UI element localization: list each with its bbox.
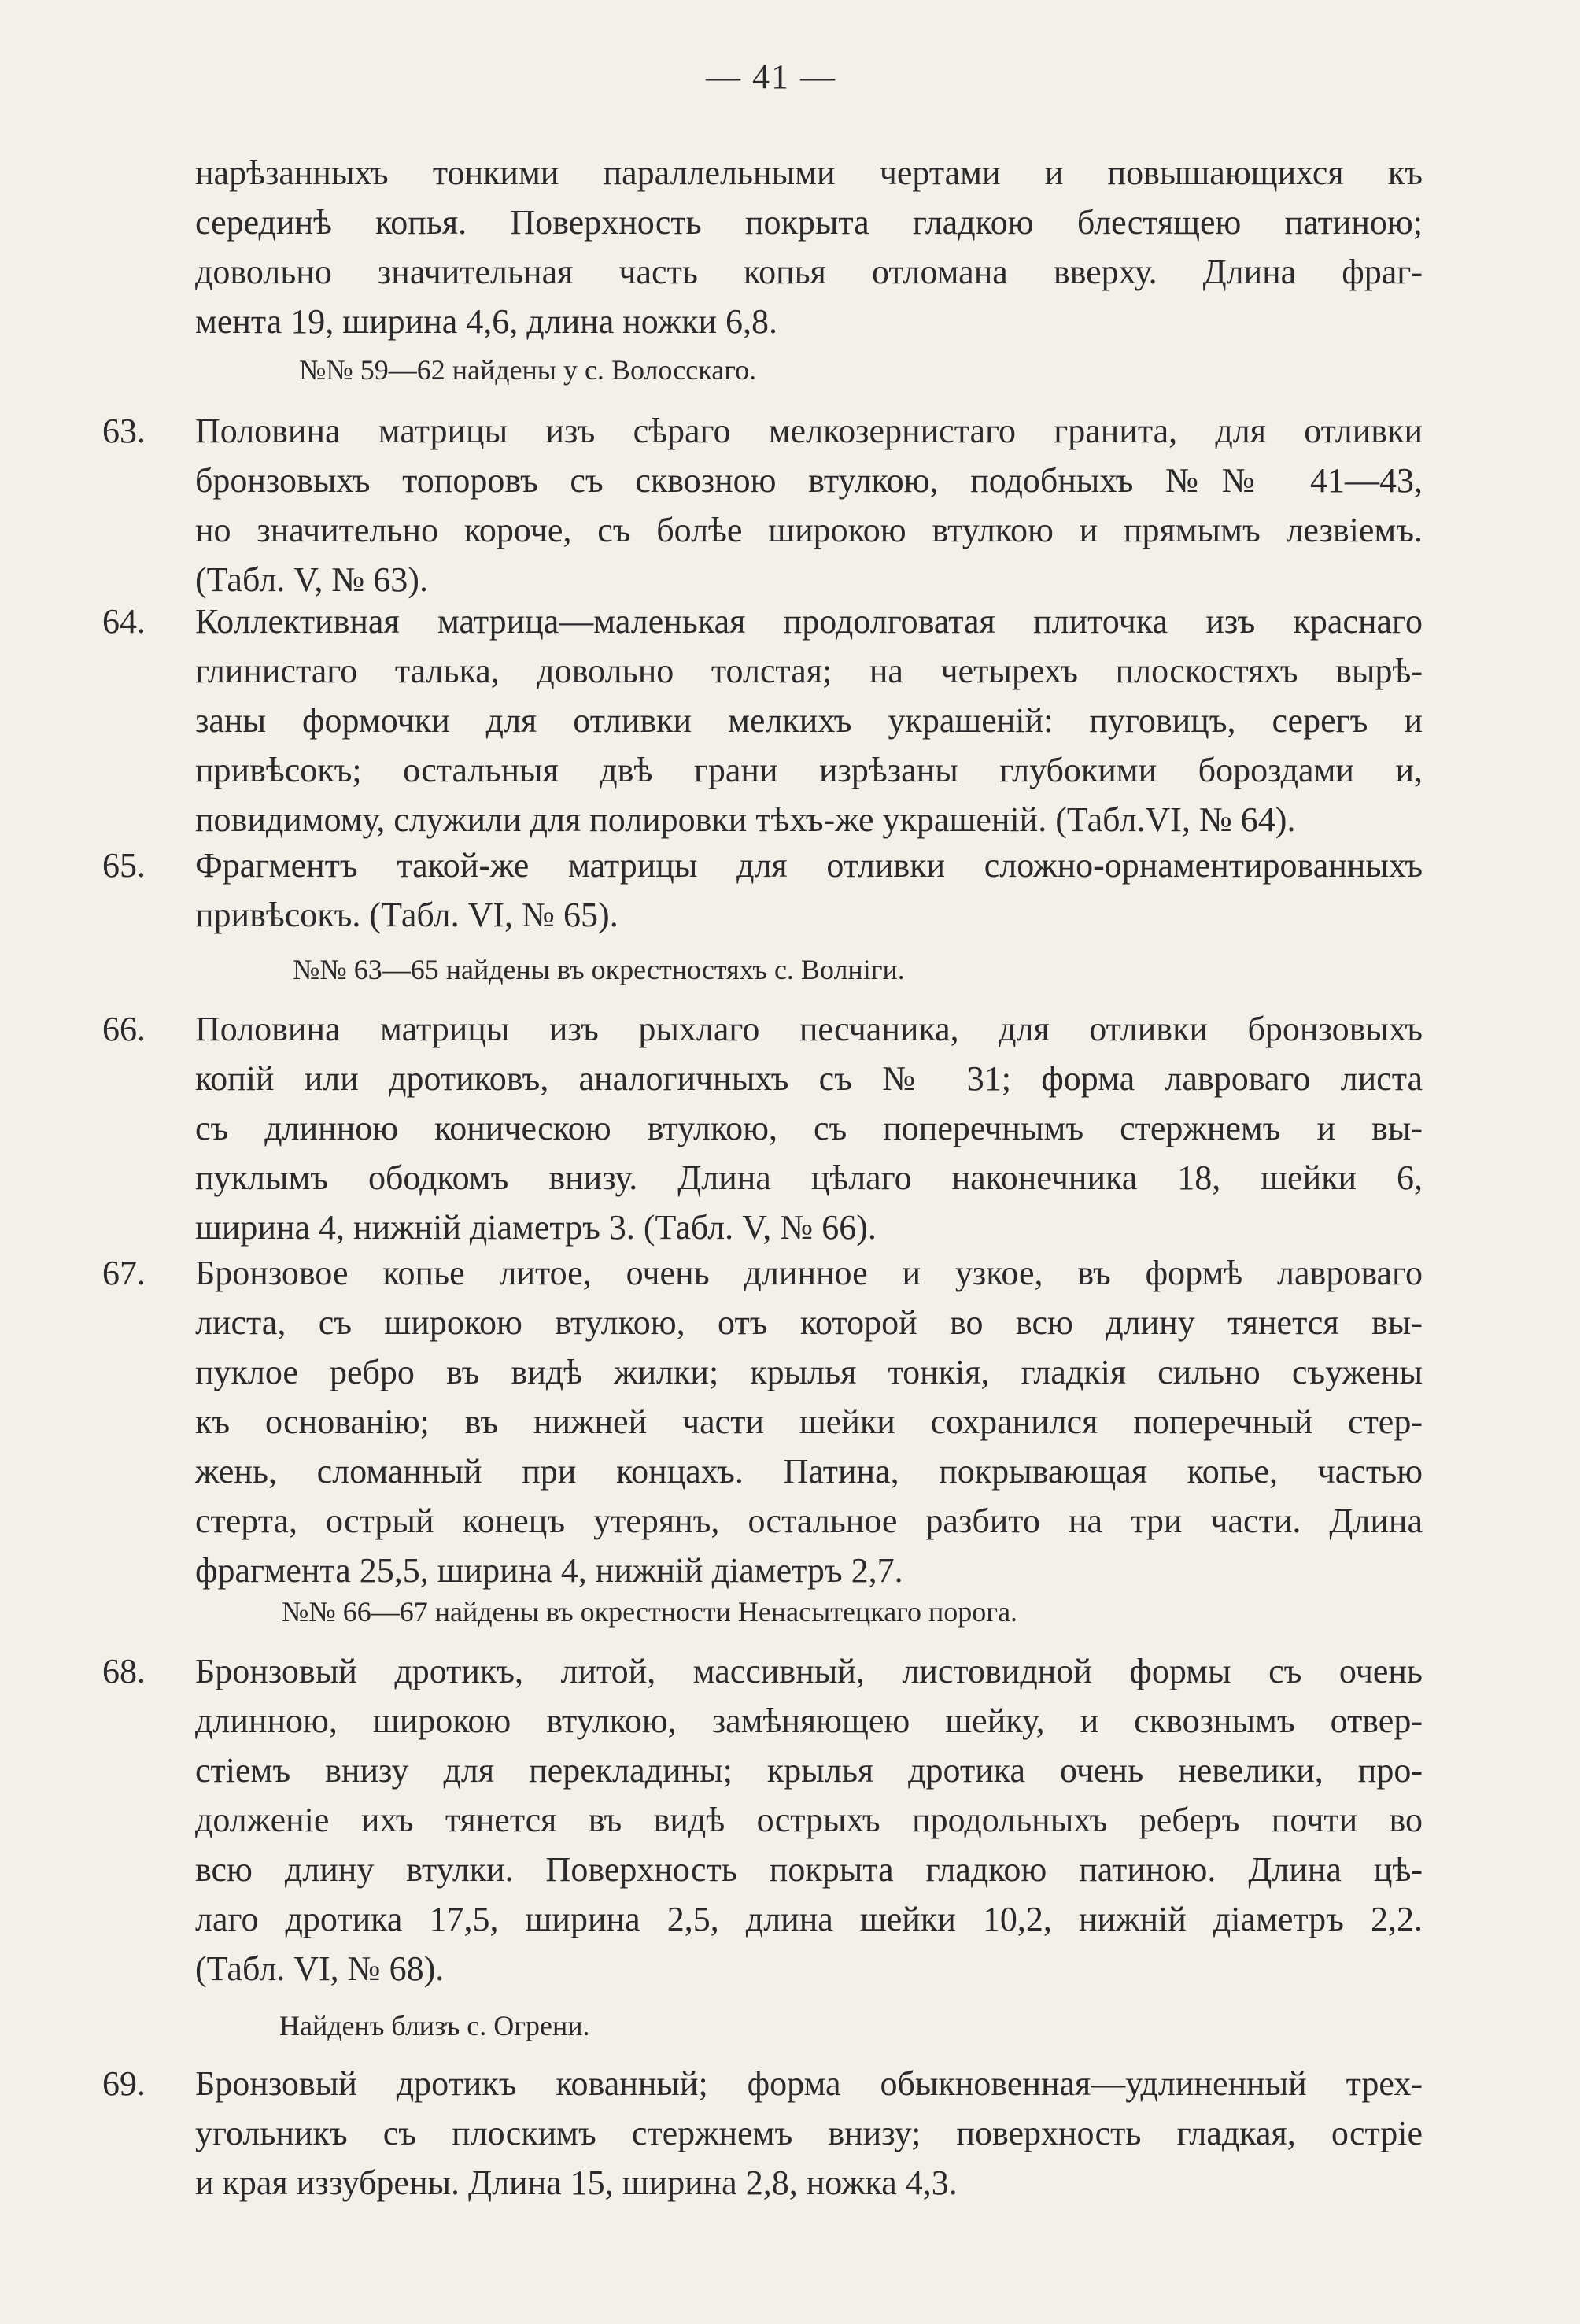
text-line: Половина матрицы изъ сѣраго мелкозернистаго гранита, для отливки	[195, 412, 1423, 450]
text-line: Бронзовый дротикъ, литой, массивный, листовидной формы съ очень	[195, 1652, 1423, 1690]
text-line: нарѣзанныхъ тонкими параллельными чертами и повышающихся къ	[195, 153, 1423, 192]
text-line: мента 19, ширина 4,6, длина ножки 6,8.	[195, 302, 778, 341]
text-line: пуклымъ ободкомъ внизу. Длина цѣлаго наконечника 18, шейки 6,	[195, 1158, 1423, 1197]
text-line: Половина матрицы изъ рыхлаго песчаника, для отливки бронзовыхъ	[195, 1010, 1423, 1048]
text-line: бронзовыхъ топоровъ съ сквозною втулкою, подобныхъ №№ 41—43,	[195, 461, 1423, 500]
text-line: Бронзовое копье литое, очень длинное и узкое, въ формѣ лавроваго	[195, 1254, 1423, 1292]
entry-number: 63.	[102, 412, 146, 450]
entry-number: 68.	[102, 1652, 146, 1690]
provenance-note: №№ 63—65 найдены въ окрестностяхъ с. Волнiги.	[293, 954, 905, 985]
continuation-text	[195, 148, 1423, 346]
text-line: къ основанiю; въ нижней части шейки сохранился поперечный стер-	[195, 1402, 1423, 1441]
entry-text	[195, 597, 1423, 844]
text-line: привѣсокъ. (Табл. VI, № 65).	[195, 896, 618, 934]
entry-number: 66.	[102, 1010, 146, 1048]
provenance-note: №№ 66—67 найдены въ окрестности Ненасытецкаго порога.	[282, 1596, 1018, 1628]
text-line: серединѣ копья. Поверхность покрыта гладкою блестящею патиною;	[195, 203, 1423, 242]
text-line: угольникъ съ плоскимъ стержнемъ внизу; поверхность гладкая, острiе	[195, 2114, 1423, 2152]
provenance-note: №№ 59—62 найдены у с. Волосскаго.	[299, 354, 757, 386]
text-line: но значительно короче, съ болѣе широкою втулкою и прямымъ лезвiемъ.	[195, 511, 1423, 549]
entry-number: 69.	[102, 2064, 146, 2103]
text-line: всю длину втулки. Поверхность покрыта гладкою патиною. Длина цѣ-	[195, 1850, 1423, 1889]
entry-text	[195, 406, 1423, 604]
text-line: съ длинною коническою втулкою, съ поперечнымъ стержнемъ и вы-	[195, 1109, 1423, 1147]
text-line: лаго дротика 17,5, ширина 2,5, длина шейки 10,2, нижнiй дiаметръ 2,2.	[195, 1900, 1423, 1938]
text-line: повидимому, служили для полировки тѣхъ-же украшенiй. (Табл.VI, № 64).	[195, 800, 1296, 839]
text-line: стiемъ внизу для перекладины; крылья дротика очень невелики, про-	[195, 1751, 1423, 1790]
text-line: (Табл. VI, № 68).	[195, 1949, 445, 1988]
text-line: Фрагментъ такой-же матрицы для отливки сложно-орнаментированныхъ	[195, 846, 1423, 885]
entry-text	[195, 841, 1423, 940]
text-line: и края иззубрены. Длина 15, ширина 2,8, ножка 4,3.	[195, 2163, 958, 2202]
entry-number: 64.	[102, 602, 146, 641]
text-line: (Табл. V, № 63).	[195, 560, 428, 599]
entry-number: 67.	[102, 1254, 146, 1292]
entry-text	[195, 1004, 1423, 1252]
text-line: копiй или дротиковъ, аналогичныхъ съ № 31; форма лавроваго листа	[195, 1059, 1423, 1098]
text-line: привѣсокъ; остальныя двѣ грани изрѣзаны глубокими бороздами и,	[195, 751, 1423, 789]
entry-text	[195, 1248, 1423, 1595]
text-line: ширина 4, нижнiй дiаметръ 3. (Табл. V, № 66).	[195, 1208, 877, 1247]
entry-text	[195, 2059, 1423, 2208]
text-line: Бронзовый дротикъ кованный; форма обыкновенная—удлиненный трех-	[195, 2064, 1423, 2103]
entry-number: 65.	[102, 846, 146, 885]
text-line: заны формочки для отливки мелкихъ украшенiй: пуговицъ, серегъ и	[195, 701, 1423, 740]
text-line: Коллективная матрица—маленькая продолговатая плиточка изъ краснаго	[195, 602, 1423, 641]
page-number: — 41 —	[706, 57, 836, 96]
provenance-note: Найденъ близъ с. Огрени.	[279, 2010, 590, 2041]
text-line: довольно значительная часть копья отломана вверху. Длина фраг-	[195, 253, 1423, 291]
entry-text	[195, 1646, 1423, 1993]
text-line: длинною, широкою втулкою, замѣняющею шейку, и сквознымъ отвер-	[195, 1701, 1423, 1740]
text-line: стерта, острый конецъ утерянъ, остальное разбито на три части. Длина	[195, 1502, 1423, 1540]
text-line: фрагмента 25,5, ширина 4, нижнiй дiаметръ 2,7.	[195, 1551, 903, 1590]
text-line: жень, сломанный при концахъ. Патина, покрывающая копье, частью	[195, 1452, 1423, 1491]
text-line: пуклое ребро въ видѣ жилки; крылья тонкiя, гладкiя сильно съужены	[195, 1353, 1423, 1391]
text-line: глинистаго талька, довольно толстая; на четырехъ плоскостяхъ вырѣ-	[195, 652, 1423, 690]
text-line: листа, съ широкою втулкою, отъ которой во всю длину тянется вы-	[195, 1303, 1423, 1342]
text-line: долженiе ихъ тянется въ видѣ острыхъ продольныхъ реберъ почти во	[195, 1801, 1423, 1839]
